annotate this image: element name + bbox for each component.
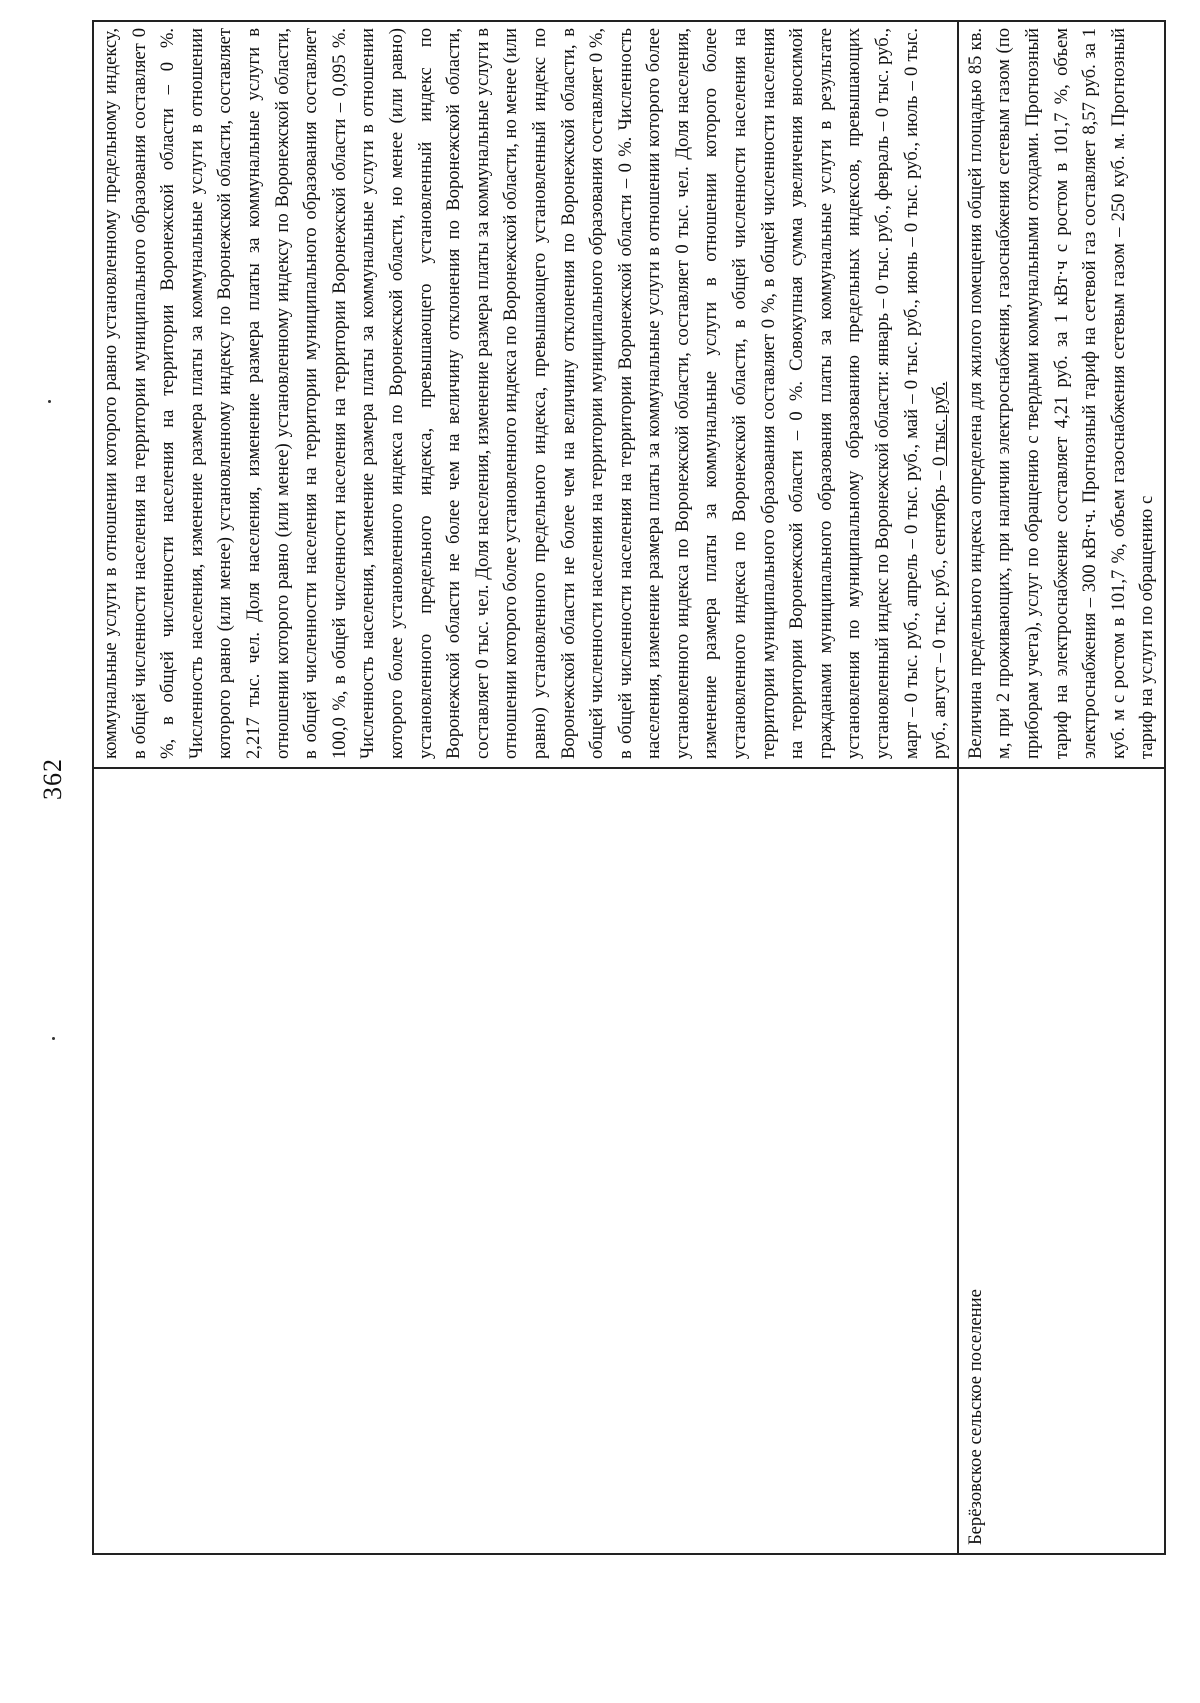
description-cell [958, 21, 1165, 768]
description-cell [93, 21, 958, 768]
scan-speck [52, 1037, 55, 1040]
description-text-tail: 0 тыс. руб. [929, 381, 951, 466]
municipality-cell: Берёзовское сельское поселение [958, 768, 1165, 1554]
municipality-cell [93, 768, 958, 1554]
table-row [958, 21, 1165, 1554]
description-text: коммунальные услуги в отношении которого равно установленному предельному индексу, в общей численности населения на территории муниципального образования составляет 0 %, в общей численности населения на территории Воронежской области – 0 %. Численность населения, изменение размера платы за коммунальные услуги в отношении которого равно (или менее) установленному индексу по Воронежской области, составляет 2,217 тыс. чел. Доля населения, изменение размера платы за коммунальные услуги в отношении которого равно (или менее) установленному индексу по Воронежской области, в общей численности населения на территории муниципального образования составляет 100,0 %, в общей численности населения на территории Воронежской области – 0,095 %. Численность населения, изменение размера платы за коммунальные услуги в отношении которого более установленного индекса по Воронежской области, но менее (или равно) установленного предельного индекса, превышающего установленный индекс по Воронежской области не более чем на величину отклонения по Воронежской области, составляет 0 тыс. чел. Доля населения, изменение размера платы за коммунальные услуги в отношении которого более установленного индекса по Воронежской области, но менее (или равно) установленного предельного индекса, превышающего установленный индекс по Воронежской области не более чем на величину отклонения по Воронежской области, в общей численности населения на территории муниципального образования составляет 0 %, в общей численности населения на территории Воронежской области – 0 %. Численность населения, изменение размера платы за коммунальные услуги в отношении которого более установленного индекса по Воронежской области, составляет 0 тыс. чел. Доля населения, изменение размера платы за коммунальные услуги в отношении которого более установленного индекса по Воронежской области, в общей численности населения на территории муниципального образования составляет 0 %, в общей численности населения на территории Воронежской области – 0 %. Совокупная сумма увеличения вносимой гражданами муниципального образования платы за коммунальные услуги в результате установления по муниципальному образованию предельных индексов, превышающих установленный индекс по Воронежской области: январь – 0 тыс. руб., февраль – 0 тыс. руб., март – 0 тыс. руб., апрель – 0 тыс. руб., май – 0 тыс. руб., июнь – 0 тыс. руб., июль – 0 тыс. руб., август – 0 тыс. руб., сентябрь – [100, 28, 951, 759]
rotated-table-frame [92, 20, 1158, 1555]
table-row [93, 21, 958, 1554]
page-number: 362 [38, 758, 67, 800]
document-table [92, 20, 1166, 1555]
scan-speck [48, 400, 51, 403]
description-text: Величина предельного индекса определена для жилого помещения общей площадью 85 кв. м, при 2 проживающих, при наличии электроснабжения, газоснабжения сетевым газом (по приборам учета), услуг по обращению с твердыми коммунальными отходами. Прогнозный тариф на электроснабжение составляет 4,21 руб. за 1 кВт·ч с ростом в 101,7 %, объем электроснабжения – 300 кВт·ч. Прогнозный тариф на сетевой газ составляет 8,57 руб. за 1 куб. м с ростом в 101,7 %, объем газоснабжения сетевым газом – 250 куб. м. Прогнозный тариф на услуги по обращению с [964, 28, 1158, 759]
